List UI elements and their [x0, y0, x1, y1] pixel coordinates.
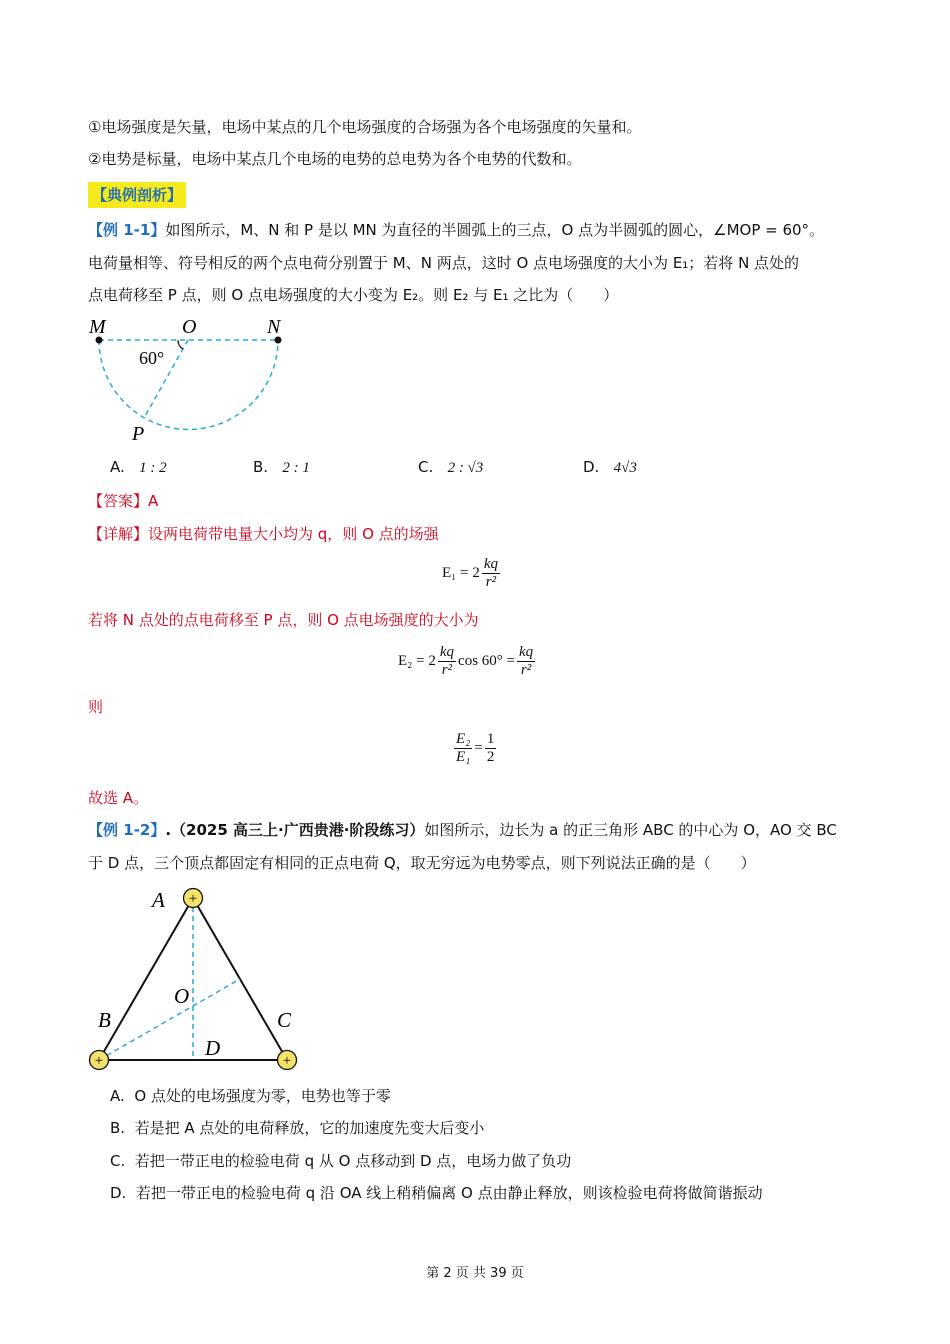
formula-ratio-fraction-1	[454, 731, 472, 766]
ex2-option-a[interactable]	[110, 1085, 391, 1107]
ex1-text-1: 如图所示，M、N 和 P 是以 MN 为直径的半圆弧上的三点，O 点为半圆弧的圆心，∠MOP = 60°。	[165, 221, 825, 239]
page-footer: 第 2 页 共 39 页	[426, 1266, 524, 1281]
formula-e2	[398, 644, 537, 679]
label-a: A	[152, 888, 165, 912]
option-text: 若是把 A 点处的电荷释放，它的加速度先变大后变小	[134, 1119, 485, 1137]
frac-num: 1	[486, 731, 495, 747]
frac-num: kq	[439, 644, 455, 660]
option-letter: A.	[110, 1087, 125, 1105]
option-text: 1 : 2	[139, 460, 167, 476]
svg-text:+: +	[282, 1053, 292, 1069]
ex1-option-c[interactable]	[418, 456, 483, 479]
ex2-tag: 【例 1-2】	[88, 821, 166, 839]
option-letter: C.	[418, 458, 434, 476]
ex2-question-line-2: 于 D 点，三个顶点都固定有相同的正点电荷 Q，取无穷远为电势零点，则下列说法正确的是（ ）	[88, 854, 756, 872]
option-letter: B.	[253, 458, 269, 476]
svg-text:+: +	[188, 891, 198, 907]
frac-den: 2	[486, 749, 495, 765]
ex1-conclusion: 故选 A。	[88, 789, 149, 807]
option-text: 2 : √3	[447, 460, 484, 476]
ex2-question-line-1	[88, 819, 837, 841]
option-letter: A.	[110, 458, 125, 476]
option-text: 若把一带正电的检验电荷 q 从 O 点移动到 D 点，电场力做了负功	[134, 1152, 572, 1170]
formula-ratio-eq: =	[474, 740, 483, 756]
ex1-option-a[interactable]	[110, 456, 167, 479]
frac-den: r²	[441, 662, 453, 678]
angle-arc	[178, 340, 183, 349]
formula-e1-lhs: E₁ = 2	[442, 565, 480, 581]
ex1-detail-then: 则	[88, 698, 104, 716]
option-text: 2 : 1	[282, 460, 310, 476]
ex2-option-d[interactable]	[110, 1182, 763, 1204]
ex1-semicircle-figure	[86, 312, 296, 447]
ex1-tag: 【例 1-1】	[88, 221, 166, 239]
ex1-option-d[interactable]	[583, 456, 637, 479]
frac-den: r²	[485, 574, 497, 590]
frac-den: E₁	[456, 749, 471, 765]
formula-e2-fraction-2	[517, 644, 535, 679]
label-b: B	[98, 1008, 111, 1032]
formula-ratio-fraction-2	[485, 731, 497, 766]
frac-num: kq	[483, 556, 499, 572]
label-d: D	[205, 1036, 221, 1060]
ex2-option-b[interactable]	[110, 1117, 484, 1139]
label-p: P	[132, 423, 145, 445]
ex2-triangle-figure	[86, 880, 306, 1080]
frac-num: kq	[518, 644, 534, 660]
section-badge: 【典例剖析】	[88, 182, 186, 208]
ex1-detail-line-1	[88, 523, 439, 545]
formula-e2-lhs: E₂ = 2	[398, 653, 436, 669]
detail-tag: 【详解】	[88, 525, 149, 543]
detail-text-1: 设两电荷带电量大小均为 q，则 O 点的场强	[148, 525, 439, 543]
formula-e2-mid: cos 60° =	[458, 653, 515, 669]
intro-line-1: ①电场强度是矢量，电场中某点的几个电场强度的合场强为各个电场强度的矢量和。	[88, 118, 642, 136]
semicircle-arc	[99, 340, 278, 429]
intro-line-2: ②电势是标量，电场中某点几个电场的电势的总电势为各个电势的代数和。	[88, 150, 582, 168]
option-letter: D.	[583, 458, 600, 476]
ex1-option-b[interactable]	[253, 456, 310, 479]
charge-c	[278, 1051, 297, 1070]
svg-text:+: +	[94, 1053, 104, 1069]
ex1-detail-line-2: 若将 N 点处的点电荷移至 P 点，则 O 点电场强度的大小为	[88, 611, 479, 629]
label-o: O	[182, 316, 197, 338]
ex1-question-line-1	[88, 219, 824, 241]
label-o: O	[174, 984, 190, 1008]
formula-e1	[442, 556, 502, 591]
charge-b	[90, 1051, 109, 1070]
frac-num: E₂	[456, 731, 471, 747]
ex2-option-c[interactable]	[110, 1150, 571, 1172]
option-letter: B.	[110, 1119, 126, 1137]
label-n: N	[267, 316, 281, 338]
option-letter: D.	[110, 1184, 127, 1202]
formula-e1-fraction	[482, 556, 500, 591]
option-text: O 点处的电场强度为零，电势也等于零	[134, 1087, 391, 1105]
ex1-answer: 【答案】A	[88, 492, 159, 510]
option-letter: C.	[110, 1152, 126, 1170]
ex1-question-line-3: 点电荷移至 P 点，则 O 点电场强度的大小变为 E₂。则 E₂ 与 E₁ 之比为（ ）	[88, 286, 619, 304]
label-angle: 60°	[139, 348, 165, 368]
ex1-question-line-2: 电荷量相等、符号相反的两个点电荷分别置于 M、N 两点，这时 O 点电场强度的大小为 E₁；若将 N 点处的	[88, 254, 800, 272]
label-c: C	[277, 1008, 292, 1032]
label-m: M	[89, 316, 106, 338]
side-ab	[99, 898, 193, 1060]
ex2-text-1: 如图所示，边长为 a 的正三角形 ABC 的中心为 O，AO 交 BC	[424, 821, 837, 839]
charge-a	[184, 889, 203, 908]
formula-ratio	[452, 731, 498, 766]
ex2-source: .（2025 高三上·广西贵港·阶段练习）	[165, 821, 425, 839]
option-text: 若把一带正电的检验电荷 q 沿 OA 线上稍稍偏离 O 点由静止释放，则该检验电荷将做简谐振动	[135, 1184, 763, 1202]
frac-den: r²	[520, 662, 532, 678]
option-text: 4√3	[613, 460, 637, 476]
formula-e2-fraction-1	[438, 644, 456, 679]
